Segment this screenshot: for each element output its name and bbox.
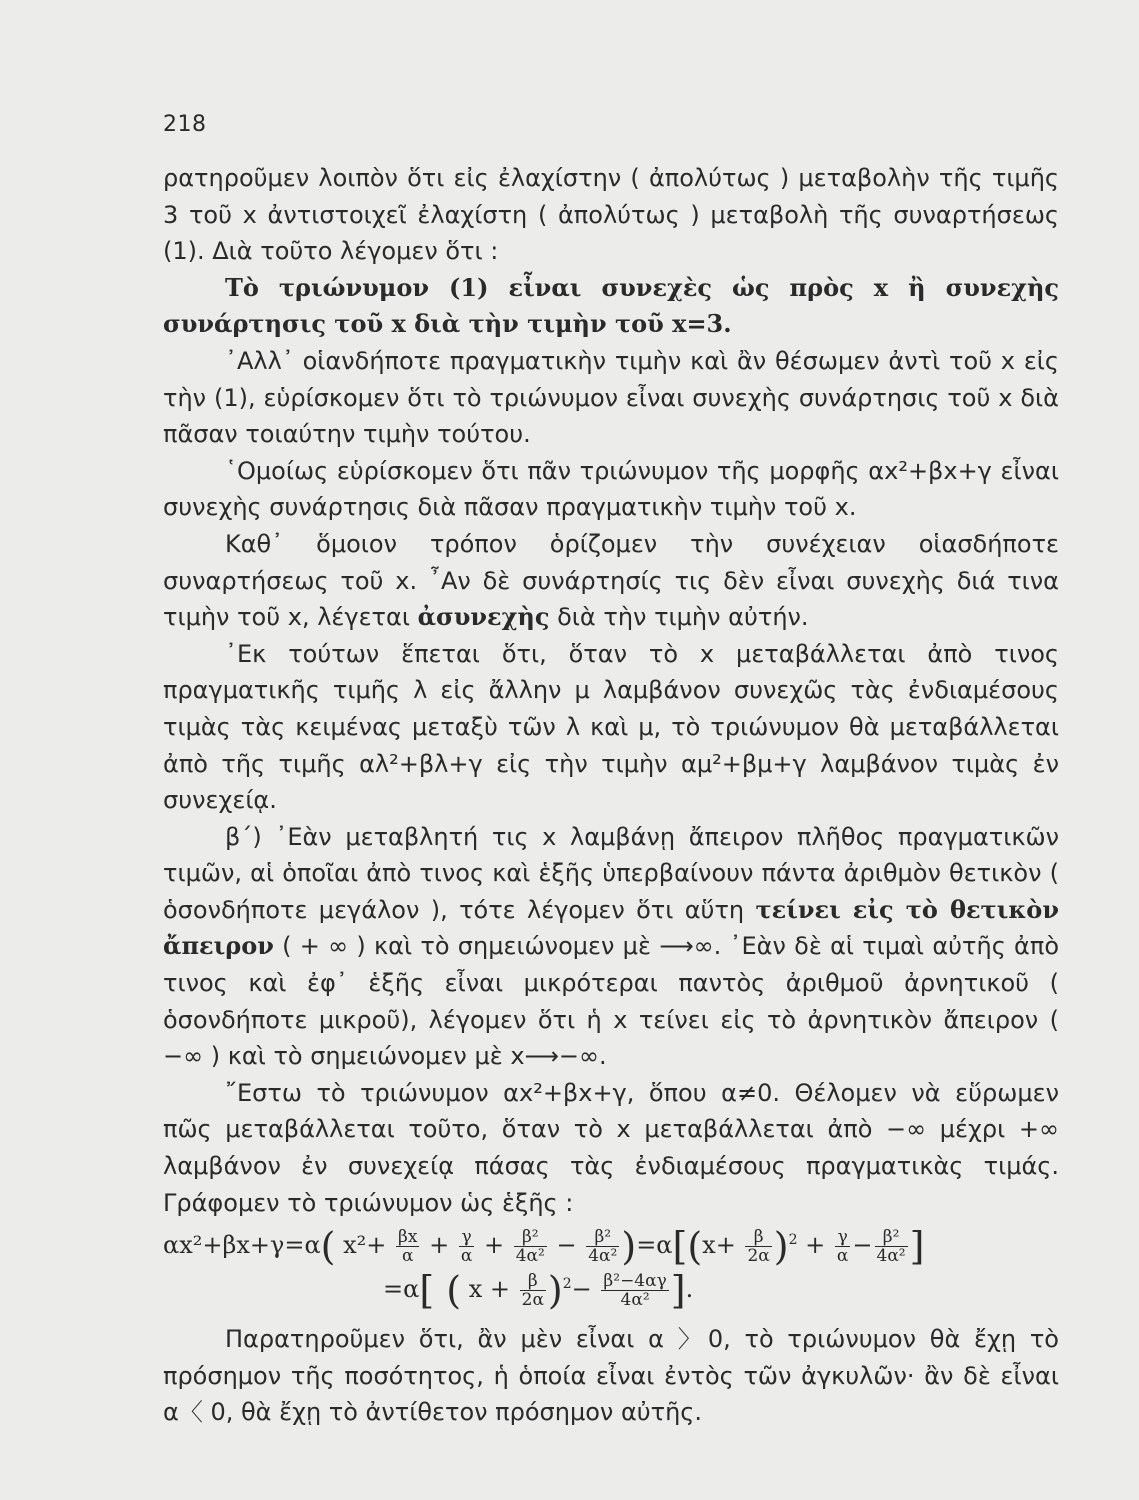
formula2-x-plus: x + — [468, 1275, 510, 1304]
paragraph-4 — [163, 526, 1059, 636]
formula-final-form — [163, 1267, 1059, 1311]
frac-b-over-2a: $\frac{\beta}{2\alpha}$ — [747, 1227, 770, 1267]
paren-close: ) — [621, 1224, 637, 1269]
term-discontinuous: ἀσυνεχὴς — [417, 602, 550, 632]
bracket-close: ] — [909, 1224, 925, 1269]
frac-discriminant: $\frac{\text{β²−4αγ}}{\text{4α²}}$ — [603, 1271, 667, 1311]
square-exponent: 2 — [788, 1232, 798, 1249]
frac-bx-over-a: $\frac{\beta x}{\alpha}$ — [398, 1227, 418, 1267]
equals-alpha-2: =α — [383, 1275, 420, 1304]
paragraph-8: Παρατηροῦμεν ὅτι, ἂν μὲν εἶναι α 〉0, τὸ τριώνυμον θὰ ἔχῃ τὸ πρόσημον τῆς ποσότητος, ἡ ὁποία εἶναι ἐντὸς τῶν ἀγκυλῶν· ἂν δὲ εἶναι α〈 0, θὰ ἔχῃ τὸ ἀντίθετον πρόσημον αὐτῆς. — [163, 1325, 1059, 1427]
minus-sign: − — [852, 1231, 873, 1260]
paragraph-5: ᾿Εκ τούτων ἕπεται ὅτι, ὅταν τὸ x μεταβάλλεται ἀπὸ τινος πραγματικῆς τιμῆς λ εἰς ἄλλην μ λαμβάνον συνεχῶς τὰς ἐνδιαμέσους τιμὰς τὰς κειμένας μεταξὺ τῶν λ καὶ μ, τὸ τριώνυμον θὰ μεταβάλλεται ἀπὸ τῆς τιμῆς αλ²+βλ+γ εἰς τὴν τιμὴν αμ²+βμ+γ λαμβάνον τιμὰς ἐν συνεχείᾳ. — [163, 639, 1059, 815]
paragraph-3: ῾Ομοίως εὑρίσκομεν ὅτι πᾶν τριώνυμον τῆς μορφῆς αx²+βx+γ εἶναι συνεχὴς συνάρτησις διὰ πᾶσαν πραγματικὴν τιμὴν τοῦ x. — [163, 456, 1059, 522]
paragraph-1: ρατηροῦμεν λοιπὸν ὅτι εἰς ἐλαχίστην ( ἀπολύτως ) μεταβολὴν τῆς τιμῆς 3 τοῦ x ἀντιστοιχεῖ ἐλαχίστη ( ἀπολύτως ) μεταβολὴ τῆς συναρτήσεως (1). Διὰ τοῦτο λέγομεν ὅτι : — [163, 164, 1059, 266]
frac-c-over-a: $\frac{\gamma}{\alpha}$ — [460, 1227, 473, 1267]
frac-b2-over-4a2-b: $\frac{\text{β²}}{\text{4α²}}$ — [588, 1227, 618, 1267]
period: . — [685, 1275, 694, 1304]
paragraph-4-end: διὰ τὴν τιμὴν αὐτήν. — [557, 603, 809, 632]
frac-b-over-2a-2: $\frac{\beta}{2\alpha}$ — [521, 1271, 544, 1311]
minus-sign: − — [556, 1231, 577, 1260]
square-exponent-2: 2 — [562, 1276, 572, 1293]
paragraph-2: ᾿Αλλ᾿ οἱανδήποτε πραγματικὴν τιμὴν καὶ ἂν θέσωμεν ἀντὶ τοῦ x εἰς τὴν (1), εὑρίσκομεν ὅτι τὸ τριώνυμον εἶναι συνεχὴς συνάρτησις τοῦ x διὰ πᾶσαν τοιαύτην τιμὴν τούτου. — [163, 346, 1059, 449]
formula-completing-square — [163, 1223, 1059, 1267]
paragraph-6-text: β΄) ᾿Εὰν μεταβλητή τις x λαμβάνῃ ἄπειρον πλῆθος πραγματικῶν τιμῶν, αἱ ὁποῖαι ἀπὸ τινος καὶ ἑξῆς ὑπερβαίνουν πάντα ἀριθμὸν θετικὸν ( ὁσονδήποτε μεγάλον ), τότε λέγομεν ὅτι αὕτη — [163, 822, 1059, 924]
bracket-open-2: [ ( — [419, 1268, 462, 1313]
body-text — [163, 160, 1059, 1431]
paren-open: ( — [320, 1224, 336, 1269]
frac-b2-over-4a2-c: $\frac{\text{β²}}{\text{4α²}}$ — [876, 1227, 906, 1267]
paragraph-7: ῎Εστω τὸ τριώνυμον αx²+βx+γ, ὅπου α≠0. Θέλομεν νὰ εὕρωμεν πῶς μεταβάλλεται τοῦτο, ὅταν τὸ x μεταβάλλεται ἀπὸ −∞ μέχρι +∞ λαμβάνον ἐν συνεχείᾳ πάσας τὰς ἐνδιαμέσους πραγματικὰς τιμάς. Γράφομεν τὸ τριώνυμον ὡς ἑξῆς : — [163, 1078, 1059, 1217]
formula1-lhs: αx²+βx+γ=α — [163, 1231, 321, 1260]
paragraph-4-text: Καθ᾿ ὅμοιον τρόπον ὁρίζομεν τὴν συνέχειαν οἱασδήποτε συναρτήσεως τοῦ x. ῏Αν δὲ συνάρτησίς τις δὲν εἶναι συνεχὴς διά τινα τιμὴν τοῦ x, λέγεται — [163, 529, 1059, 632]
frac-b2-over-4a2: $\frac{\text{β²}}{\text{4α²}}$ — [515, 1227, 545, 1267]
paren-close-sq: ) — [773, 1224, 789, 1269]
frac-c-over-a-2: $\frac{\gamma}{\alpha}$ — [836, 1227, 849, 1267]
theorem-statement: Τὸ τριώνυμον (1) εἶναι συνεχὲς ὡς πρὸς x ἢ συνεχὴς συνάρτησις τοῦ x διὰ τὴν τιμὴν τοῦ x=3. — [163, 272, 1059, 339]
plus-sign: + — [429, 1231, 450, 1260]
formula1-x-plus: x+ — [702, 1231, 736, 1260]
plus-sign: + — [483, 1231, 505, 1260]
paren-close-sq-2: ) — [547, 1268, 563, 1313]
equals-alpha: =α — [636, 1231, 673, 1260]
term-positive-infinity: τείνει εἰς τὸ θετικὸν ἄπειρον — [163, 894, 1059, 961]
plus-sign: + — [805, 1231, 826, 1260]
paragraph-6 — [163, 819, 1059, 1075]
formula1-x2: x²+ — [343, 1231, 387, 1260]
bracket-close-2: ] — [670, 1268, 686, 1313]
paragraph-6-end: ( + ∞ ) καὶ τὸ σημειώνομεν μὲ ⟶∞. ᾿Εὰν δὲ αἱ τιμαὶ αὐτῆς ἀπὸ τινος καὶ ἐφ᾿ ἑξῆς εἶναι μικρότεραι παντὸς ἀριθμοῦ ἀρνητικοῦ ( ὁσονδήποτε μικροῦ), λέγομεν ὅτι ἡ x τείνει εἰς τὸ ἀρνητικὸν ἄπειρον ( −∞ ) καὶ τὸ σημειώνομεν μὲ x⟶−∞. — [163, 932, 1059, 1071]
page-number: 218 — [163, 112, 207, 137]
bracket-open: [( — [672, 1224, 703, 1269]
minus-sign-2: − — [571, 1275, 592, 1304]
